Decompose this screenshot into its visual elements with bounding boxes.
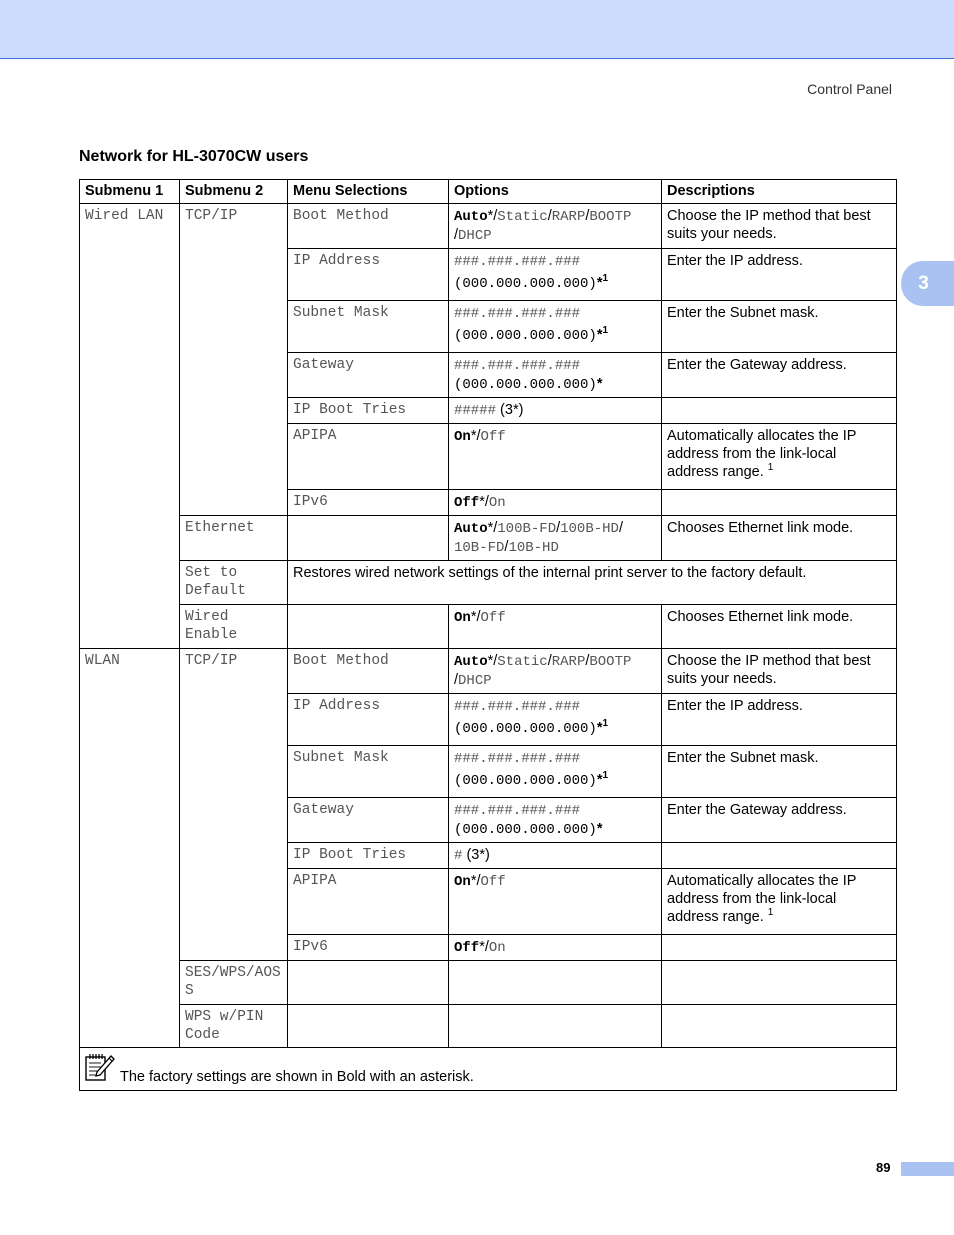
menu-gateway: Gateway <box>288 798 449 843</box>
menu-apipa: APIPA <box>288 424 449 490</box>
menu-ethernet-empty <box>288 516 449 561</box>
description-ip-boot-tries <box>662 843 897 869</box>
empty-cell <box>662 1005 897 1048</box>
menu-ip-boot-tries: IP Boot Tries <box>288 398 449 424</box>
description-set-to-default: Restores wired network settings of the internal print server to the factory default. <box>288 561 897 605</box>
empty-cell <box>449 1005 662 1048</box>
menu-subnet-mask: Subnet Mask <box>288 746 449 798</box>
network-menu-table <box>79 179 897 1091</box>
options-ipv6: Off*/On <box>449 490 662 516</box>
description-subnet-mask: Enter the Subnet mask. <box>662 746 897 798</box>
description-ipv6 <box>662 490 897 516</box>
submenu2-wired-enable: Wired Enable <box>180 605 288 649</box>
table-row <box>80 649 897 694</box>
top-header-band <box>0 0 954 59</box>
description-boot-method: Choose the IP method that best suits your needs. <box>662 649 897 694</box>
menu-boot-method: Boot Method <box>288 204 449 249</box>
description-subnet-mask: Enter the Subnet mask. <box>662 301 897 353</box>
description-apipa: Automatically allocates the IP address from the link-local address range. $^1$ <box>662 424 897 490</box>
menu-boot-method: Boot Method <box>288 649 449 694</box>
description-ip-boot-tries <box>662 398 897 424</box>
note-pencil-icon <box>84 1052 116 1082</box>
options-ip-boot-tries: # (3*) <box>449 843 662 869</box>
chapter-tab[interactable]: 3 <box>901 261 954 306</box>
column-header: Submenu 2 <box>180 180 288 204</box>
description-ethernet: Chooses Ethernet link mode. <box>662 516 897 561</box>
column-header: Descriptions <box>662 180 897 204</box>
column-header: Submenu 1 <box>80 180 180 204</box>
description-ip-address: Enter the IP address. <box>662 249 897 301</box>
menu-ip-address: IP Address <box>288 694 449 746</box>
options-ethernet: Auto*/100B-FD/100B-HD/ 10B-FD/10B-HD <box>449 516 662 561</box>
empty-cell <box>662 961 897 1005</box>
note-cell <box>80 1048 897 1091</box>
header-section-label: Control Panel <box>807 81 892 97</box>
options-ip-address: ###.###.###.### (000.000.000.000)*$^1$ <box>449 249 662 301</box>
options-boot-method: Auto*/Static/RARP/BOOTP /DHCP <box>449 649 662 694</box>
table-header-row <box>80 180 897 204</box>
options-apipa: On*/Off <box>449 424 662 490</box>
menu-ip-address: IP Address <box>288 249 449 301</box>
submenu2-tcpip: TCP/IP <box>180 649 288 961</box>
empty-cell <box>288 1005 449 1048</box>
submenu2-set-to-default: Set to Default <box>180 561 288 605</box>
options-apipa: On*/Off <box>449 869 662 935</box>
submenu1-wlan: WLAN <box>80 649 180 1048</box>
note-row <box>80 1048 897 1091</box>
empty-cell <box>449 961 662 1005</box>
description-gateway: Enter the Gateway address. <box>662 353 897 398</box>
table-row <box>80 204 897 249</box>
table-row <box>80 516 897 561</box>
description-apipa: Automatically allocates the IP address from the link-local address range. $^1$ <box>662 869 897 935</box>
menu-ipv6: IPv6 <box>288 935 449 961</box>
column-header: Options <box>449 180 662 204</box>
options-ip-address: ###.###.###.### (000.000.000.000)*$^1$ <box>449 694 662 746</box>
description-ipv6 <box>662 935 897 961</box>
menu-wired-enable-empty <box>288 605 449 649</box>
options-boot-method: Auto*/Static/RARP/BOOTP /DHCP <box>449 204 662 249</box>
options-wired-enable: On*/Off <box>449 605 662 649</box>
menu-ip-boot-tries: IP Boot Tries <box>288 843 449 869</box>
submenu1-wired-lan: Wired LAN <box>80 204 180 649</box>
description-ip-address: Enter the IP address. <box>662 694 897 746</box>
column-header: Menu Selections <box>288 180 449 204</box>
options-gateway: ###.###.###.### (000.000.000.000)* <box>449 353 662 398</box>
submenu2-wps-pin-code: WPS w/PIN Code <box>180 1005 288 1048</box>
options-gateway: ###.###.###.### (000.000.000.000)* <box>449 798 662 843</box>
empty-cell <box>288 961 449 1005</box>
table-row <box>80 605 897 649</box>
section-title: Network for HL-3070CW users <box>79 148 309 165</box>
table-row <box>80 561 897 605</box>
options-subnet-mask: ###.###.###.### (000.000.000.000)*$^1$ <box>449 746 662 798</box>
menu-subnet-mask: Subnet Mask <box>288 301 449 353</box>
footer-band <box>901 1162 954 1176</box>
page-number: 89 <box>876 1160 891 1175</box>
submenu2-ethernet: Ethernet <box>180 516 288 561</box>
submenu2-ses-wps-aoss: SES/WPS/AOSS <box>180 961 288 1005</box>
menu-apipa: APIPA <box>288 869 449 935</box>
description-boot-method: Choose the IP method that best suits your needs. <box>662 204 897 249</box>
options-ipv6: Off*/On <box>449 935 662 961</box>
options-subnet-mask: ###.###.###.### (000.000.000.000)*$^1$ <box>449 301 662 353</box>
menu-gateway: Gateway <box>288 353 449 398</box>
description-wired-enable: Chooses Ethernet link mode. <box>662 605 897 649</box>
table-row <box>80 961 897 1005</box>
submenu2-tcpip: TCP/IP <box>180 204 288 516</box>
note-text: The factory settings are shown in Bold with an asterisk. <box>120 1069 474 1085</box>
table-row <box>80 1005 897 1048</box>
menu-ipv6: IPv6 <box>288 490 449 516</box>
options-ip-boot-tries: ##### (3*) <box>449 398 662 424</box>
description-gateway: Enter the Gateway address. <box>662 798 897 843</box>
